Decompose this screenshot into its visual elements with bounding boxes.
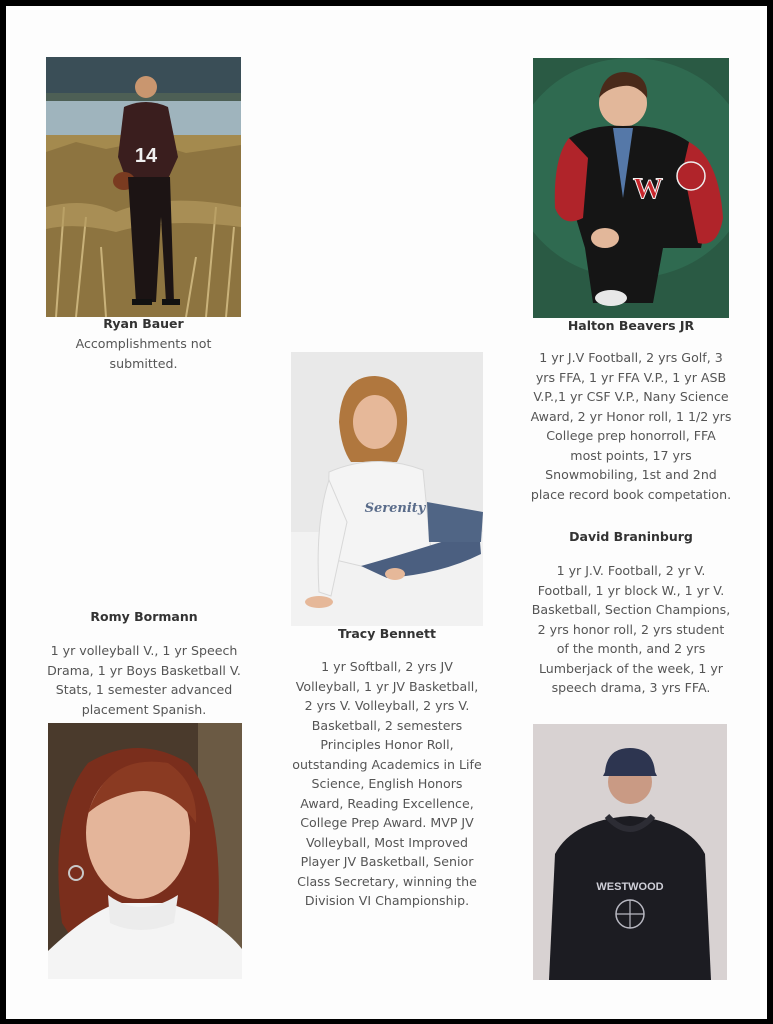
ryan-bauer-bio: Accomplishments not submitted. <box>75 336 212 371</box>
david-braninburg-photo <box>533 724 727 980</box>
jersey-number: 14 <box>134 145 158 167</box>
romy-bormann-bio: 1 yr volleyball V., 1 yr Speech Drama, 1 yr Boys Basketball V. Stats, 1 semester advanced placement Spanish. <box>47 643 241 717</box>
tracy-bennett-bio: 1 yr Softball, 2 yrs JV Volleyball, 1 yr JV Basketball, 2 yrs V. Volleyball, 2 yrs V. Basketball, 2 semesters Principles Honor Roll, outstanding Academics in Life Science, English Honors Award, Reading Excellence, College Prep Award. MVP JV Volleyball, Most Improved Player JV Basketball, Senior Class Secretary, winning the Division VI Championship. <box>292 659 482 908</box>
romy-bormann-name: Romy Bormann <box>90 609 198 624</box>
ryan-bauer-photo <box>46 57 241 317</box>
ryan-bauer-name: Ryan Bauer <box>103 316 184 331</box>
yearbook-page <box>6 6 767 1019</box>
hoodie-brand: WESTWOOD <box>596 881 664 893</box>
halton-beavers-bio: 1 yr J.V Football, 2 yrs Golf, 3 yrs FFA, 1 yr FFA V.P., 1 yr ASB V.P.,1 yr CSF V.P., Nany Science Award, 2 yr Honor roll, 1 1/2 yrs College prep honorroll, FFA most points, 17 yrs Snowmobiling, 1st and 2nd place record book competation. <box>530 350 732 502</box>
sweatshirt-word: Serenity <box>364 501 426 516</box>
tracy-bennett-name: Tracy Bennett <box>338 626 436 641</box>
david-braninburg-name: David Braninburg <box>569 529 693 544</box>
halton-beavers-photo <box>533 58 729 318</box>
david-braninburg-bio: 1 yr J.V. Football, 2 yr V. Football, 1 yr block W., 1 yr V. Basketball, Section Champions, 2 yrs honor roll, 2 yrs student of the month, and 2 yrs Lumberjack of the week, 1 yr speech drama, 3 yrs FFA. <box>531 563 731 695</box>
tracy-bennett-photo <box>291 352 483 626</box>
jacket-letter: W <box>633 172 663 205</box>
romy-bormann-photo <box>48 723 242 979</box>
halton-beavers-name: Halton Beavers JR <box>567 318 695 333</box>
